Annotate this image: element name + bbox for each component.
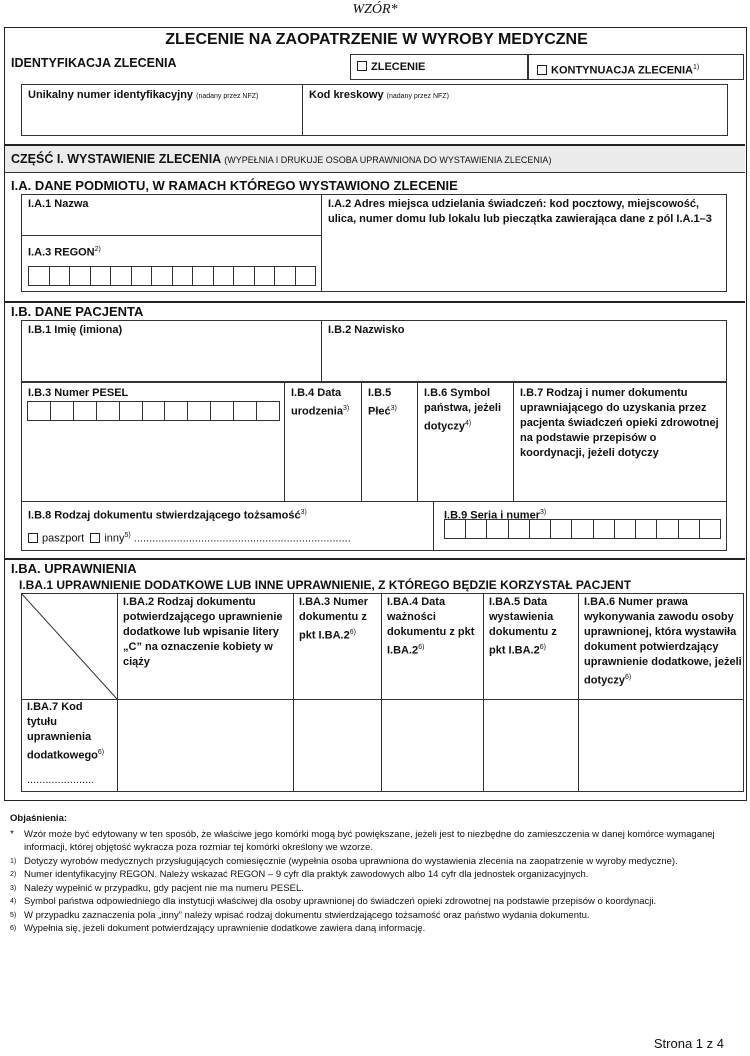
pesel-cells[interactable] — [27, 401, 280, 421]
col-ba3: I.BA.3 Numer dokumentu z pkt I.BA.2$^{6)}$ — [299, 596, 369, 642]
ba6-cell[interactable] — [579, 700, 743, 792]
pesel-label: I.B.3 Numer PESEL — [28, 387, 129, 399]
inny-label: inny — [104, 532, 125, 545]
note-item: 1) Dotyczy wyrobów medycznych przysługujących comiesięcznie (wypełnia osoba uprawniona do wystawienia zlecenia na zaopatrzenie w wyroby medyczne). — [10, 855, 678, 867]
coordination-doc-label: I.B.7 Rodzaj i numer dokumentu uprawniającego do uzyskania przez pacjenta świadczeń opieki zdrowotnej na podstawie przepisów o koordynacji, jeżeli dotyczy — [520, 387, 719, 459]
kontynuacja-label: KONTYNUACJA ZLECENIA — [551, 64, 693, 77]
regon-cells[interactable] — [28, 266, 316, 286]
section-b-heading: I.B. DANE PACJENTA — [11, 304, 144, 319]
notes-heading: Objaśnienia: — [10, 813, 68, 824]
paszport-checkbox[interactable] — [28, 533, 38, 543]
col-ba7-input[interactable]: ...................... — [27, 774, 95, 786]
col-ba4: I.BA.4 Data ważności dokumentu z pkt I.BA.2$^{6)}$ — [387, 596, 475, 657]
entity-address-label: I.A.2 Adres miejsca udzielania świadczeń: kod pocztowy, miejscowość, ulica, numer domu lub lokalu lub pieczątka zawierająca dane z pól I.A.1–3 — [328, 198, 712, 225]
template-mark: WZÓR* — [352, 2, 398, 17]
paszport-label: paszport — [42, 532, 85, 545]
unique-number-note: (nadany przez NFZ) — [196, 93, 259, 100]
barcode-label: Kod kreskowy — [309, 89, 384, 101]
section-a-heading: I.A. DANE PODMIOTU, W RAMACH KTÓREGO WYSTAWIONO ZLECENIE — [11, 178, 458, 193]
inny-checkbox[interactable] — [90, 533, 100, 543]
notes — [10, 812, 740, 936]
last-name-label: I.B.2 Nazwisko — [328, 324, 405, 336]
entity-name-field[interactable] — [21, 194, 322, 236]
unique-number-field[interactable] — [21, 84, 303, 136]
kontynuacja-option[interactable] — [528, 54, 744, 80]
first-name-field[interactable] — [21, 320, 322, 382]
note-item: 2) Numer identyfikacyjny REGON. Należy wskazać REGON – 9 cyfr dla praktyk zawodowych albo 14 cyfr dla jednostek organizacyjnych. — [10, 869, 589, 880]
inny-input-line[interactable]: ....................................................................... — [130, 532, 351, 545]
id-doc-field: I.B.8 Rodzaj dokumentu stwierdzającego tożsamość$^{3)}$ paszport inny$^{5)}$ ....................................................................... — [21, 501, 434, 551]
birth-date-field[interactable] — [284, 382, 362, 502]
section-ba-heading: I.BA. UPRAWNIENIA — [11, 561, 137, 576]
unique-number-label: Unikalny numer identyfikacyjny — [28, 89, 194, 101]
ref-1: 1) — [693, 64, 700, 71]
regon-label: I.A.3 REGON$^{2)}$ — [28, 246, 101, 259]
barcode-note: (nadany przez NFZ) — [386, 93, 449, 100]
country-label: I.B.6 Symbol państwa, jeżeli dotyczy$^{4)}$ — [424, 387, 502, 433]
note-item: 5) W przypadku zaznaczenia pola „inny” należy wpisać rodzaj dokumentu stwierdzającego tożsamość oraz państwo wydania dokumentu. — [10, 909, 590, 921]
ba3-cell[interactable] — [294, 700, 381, 792]
col-ba7: I.BA.7 Kod tytułu uprawnienia dodatkowego$^{6)}$ — [27, 701, 105, 762]
zlecenie-option[interactable] — [350, 54, 528, 80]
ba5-cell[interactable] — [484, 700, 578, 792]
form-frame — [4, 27, 747, 801]
note-item: * Wzór może być edytowany w ten sposób, że właściwe jego komórki mogą być powiększane, jeżeli jest to niezbędne do zamieszczenia w danej komórce wymaganej informacji, której objętość wykracza poza rozmiar tej komórki określony we wzorze. — [10, 828, 715, 853]
birth-date-label: I.B.4 Data urodzenia$^{3)}$ — [291, 387, 350, 418]
form-title: ZLECENIE NA ZAOPATRZENIE W WYROBY MEDYCZNE — [165, 31, 588, 48]
barcode-field[interactable] — [302, 84, 728, 136]
country-field[interactable] — [417, 382, 514, 502]
note-item: 3) Należy wypełnić w przypadku, gdy pacjent nie ma numeru PESEL. — [10, 882, 304, 894]
first-name-label: I.B.1 Imię (imiona) — [28, 324, 123, 336]
col-ba6: I.BA.6 Numer prawa wykonywania zawodu osoby uprawnionej, która wystawiła dokument potwierdzający uprawnienie dodatkowe, jeżeli dotyczy$^{6)}$ — [584, 596, 742, 687]
series-cells[interactable] — [444, 519, 721, 539]
note-item: 6) Wypełnia się, jeżeli dokument potwierdzający uprawnienie dodatkowe zawiera daną informację. — [10, 923, 426, 934]
sex-field[interactable] — [361, 382, 418, 502]
kontynuacja-checkbox[interactable] — [537, 65, 547, 75]
id-doc-label: I.B.8 Rodzaj dokumentu stwierdzającego tożsamość$^{3)}$ — [28, 509, 307, 522]
zlecenie-checkbox[interactable] — [357, 61, 367, 71]
coordination-doc-field[interactable] — [513, 382, 727, 502]
diagonal-line — [21, 593, 118, 700]
note-item: 4) Symbol państwa odpowiedniego dla instytucji właściwej dla osoby uprawnionej do świadczeń opieki zdrowotnej na podstawie przepisów o koordynacji. — [10, 896, 657, 907]
page-number: Strona 1 z 4 — [653, 1036, 724, 1051]
entity-name-label: I.A.1 Nazwa — [28, 198, 89, 210]
zlecenie-label: ZLECENIE — [371, 61, 426, 73]
ba4-cell[interactable] — [382, 700, 483, 792]
ba2-cell[interactable] — [118, 700, 293, 792]
part1-heading: CZĘŚĆ I. WYSTAWIENIE ZLECENIA (WYPEŁNIA I DRUKUJE OSOBA UPRAWNIONA DO WYSTAWIENIA ZLECENIA) — [11, 152, 552, 166]
identification-label: IDENTYFIKACJA ZLECENIA — [11, 56, 177, 70]
section-ba-subheading: I.BA.1 UPRAWNIENIE DODATKOWE LUB INNE UPRAWNIENIE, Z KTÓREGO BĘDZIE KORZYSTAŁ PACJENT — [19, 578, 632, 592]
sex-label: I.B.5 Płeć$^{3)}$ — [368, 387, 397, 418]
pesel-field — [21, 382, 285, 502]
col-ba5: I.BA.5 Data wystawienia dokumentu z pkt I.BA.2$^{6)}$ — [489, 596, 557, 657]
entity-address-field[interactable] — [321, 194, 727, 292]
last-name-field[interactable] — [321, 320, 727, 382]
series-label: I.B.9 Seria i numer$^{3)}$ — [444, 509, 547, 522]
col-ba2: I.BA.2 Rodzaj dokumentu potwierdzającego uprawnienie dodatkowe lub wpisanie litery „C” na oznaczenie kobiety w ciąży — [123, 596, 283, 668]
